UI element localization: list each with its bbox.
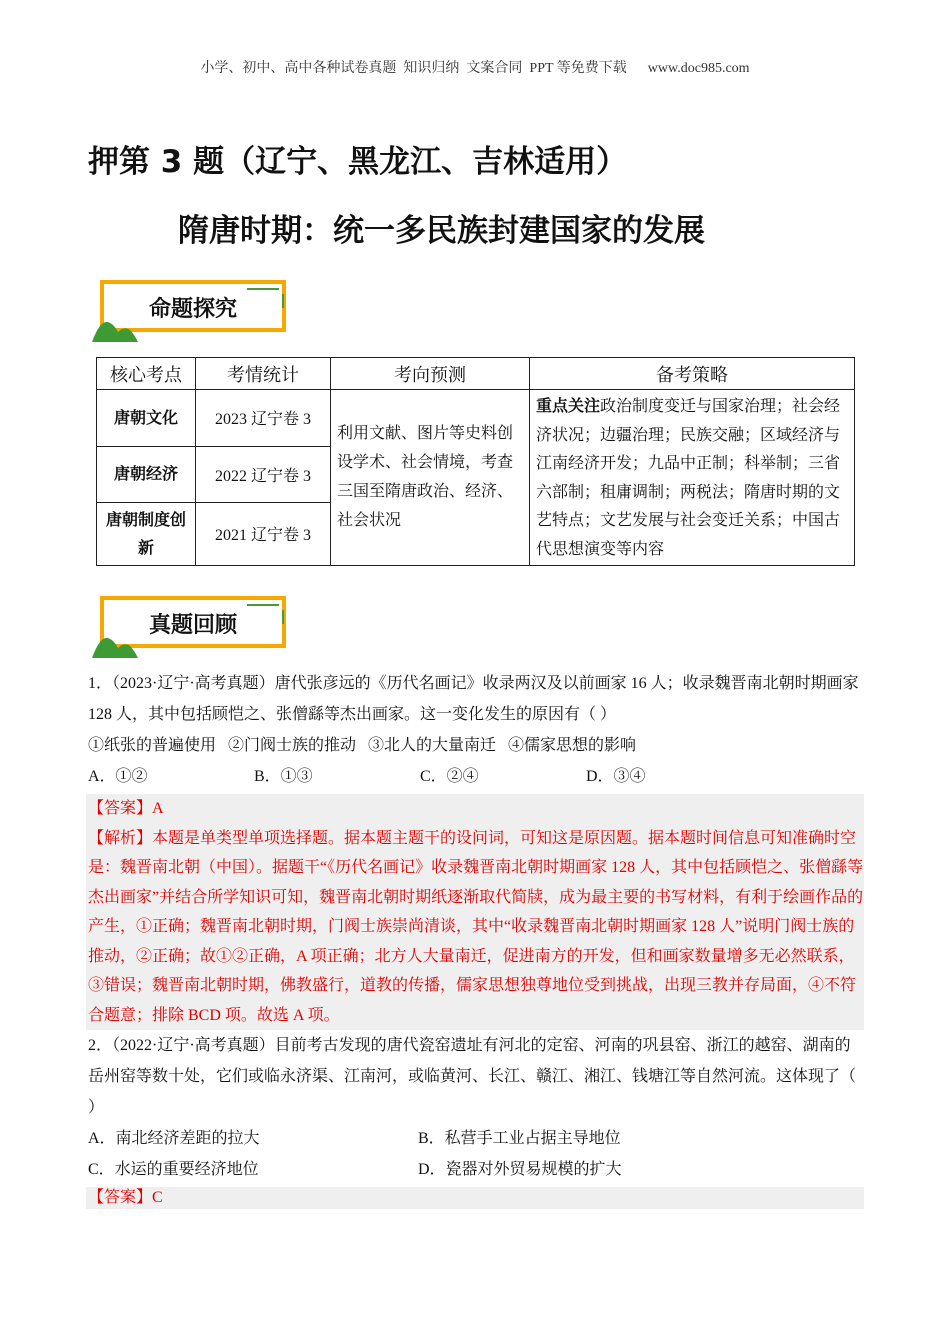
topic-cell: 唐朝制度创新: [97, 503, 196, 566]
column-header: 考情统计: [196, 358, 331, 390]
section-badge-1: [92, 278, 297, 340]
page-header: 小学、初中、高中各种试卷真题 知识归纳 文案合同 PPT 等免费下载 www.doc985.com: [200, 61, 750, 76]
section-title: 命题探究: [148, 297, 237, 322]
question-options: [88, 1154, 864, 1185]
mountain-icon: [92, 632, 138, 658]
option-a: A．①②: [88, 768, 148, 785]
stat-cell: 2021 辽宁卷 3: [196, 503, 331, 566]
option-b: B．①③: [254, 768, 313, 785]
option-d: D．瓷器对外贸易规模的扩大: [418, 1161, 622, 1178]
question-options: [88, 1123, 864, 1154]
page-subtitle: 隋唐时期：统一多民族封建国家的发展: [178, 213, 705, 249]
section-title: 真题回顾: [148, 613, 237, 638]
forecast-cell: 利用文献、图片等史料创设学术、社会情境，考查三国至隋唐政治、经济、社会状况: [331, 390, 530, 566]
analysis: 【解析】本题是单类型单项选择题。据本题主题干的设问词，可知这是原因题。据本题时间信息可知准确时空是：魏晋南北朝（中国）。据题干“《历代名画记》收录魏晋南北朝时期画家 128 人，其中包括顾恺之、张僧繇等杰出画家”并结合所学知识可知，魏晋南北朝时期纸逐渐取代简牍，成为最主要的书写材料，有利于绘画作品的产生，①正确；魏晋南北朝时期，门阀士族崇尚清谈，其中“收录魏晋南北朝时期画家 128 人”说明门阀士族的推动，②正确；故①②正确，A 项正确；北方人大量南迁，促进南方的开发，但和画家数量增多无必然联系，③错误；魏晋南北朝时期，佛教盛行，道教的传播，儒家思想独尊地位受到挑战，出现三教并存局面，④不符合题意；排除 BCD 项。故选 A 项。: [88, 829, 864, 1024]
question-items: ①纸张的普遍使用 ②门阀士族的推动 ③北人的大量南迁 ④儒家思想的影响: [88, 737, 637, 754]
column-header: 备考策略: [530, 358, 855, 390]
strategy-cell: 重点关注政治制度变迁与国家治理；社会经济状况；边疆治理；民族交融；区域经济与江南经济开发；九品中正制；科举制；三省六部制；租庸调制；两税法；隋唐时期的文艺特点；文艺发展与社会变迁关系；中国古代思想演变等内容: [530, 390, 855, 566]
option-d: D．③④: [586, 768, 646, 785]
question-options: [88, 761, 864, 792]
question-2: [88, 1030, 864, 1185]
answer: 【答案】A: [88, 800, 164, 817]
table-header-row: [97, 358, 855, 390]
answer-block-1: [86, 794, 864, 1030]
topic-cell: 唐朝文化: [97, 390, 196, 447]
table-row: [97, 390, 855, 447]
section-badge-2: [92, 594, 297, 656]
answer: 【答案】C: [88, 1189, 163, 1206]
mountain-icon: [92, 316, 138, 342]
exam-analysis-table: [96, 357, 855, 566]
option-c: C．②④: [420, 768, 479, 785]
question-stem: 1．（2023·辽宁·高考真题）唐代张彦远的《历代名画记》收录两汉及以前画家 16 人；收录魏晋南北朝时期画家 128 人，其中包括顾恺之、张僧繇等杰出画家。这一变化发生的原因有（ ）: [88, 675, 859, 723]
stat-cell: 2023 辽宁卷 3: [196, 390, 331, 447]
question-1: [88, 668, 864, 792]
question-stem: 2．（2022·辽宁·高考真题）目前考古发现的唐代瓷窑遗址有河北的定窑、河南的巩县窑、浙江的越窑、湖南的岳州窑等数十处，它们或临永济渠、江南河，或临黄河、长江、赣江、湘江、钱塘江等自然河流。这体现了（ ）: [88, 1037, 857, 1116]
column-header: 考向预测: [331, 358, 530, 390]
option-a: A．南北经济差距的拉大: [88, 1130, 260, 1147]
page-title: 押第 3 题（辽宁、黑龙江、吉林适用）: [88, 144, 628, 180]
option-c: C．水运的重要经济地位: [88, 1161, 259, 1178]
stat-cell: 2022 辽宁卷 3: [196, 446, 331, 503]
option-b: B．私营手工业占据主导地位: [418, 1130, 621, 1147]
answer-block-2: [86, 1187, 864, 1209]
column-header: 核心考点: [97, 358, 196, 390]
topic-cell: 唐朝经济: [97, 446, 196, 503]
